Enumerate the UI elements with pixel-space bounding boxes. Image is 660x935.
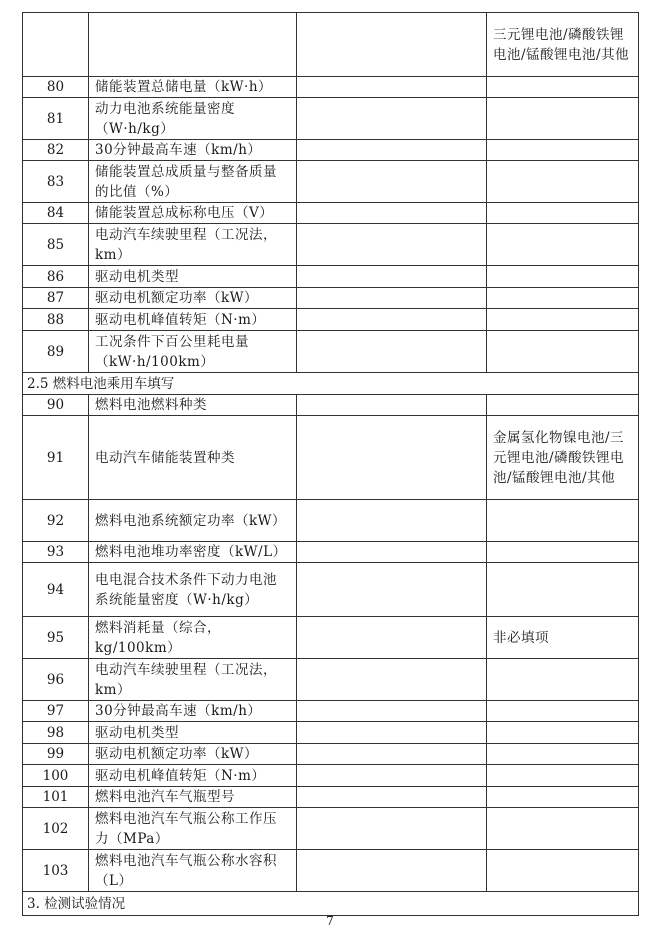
item-value xyxy=(297,140,487,161)
item-note xyxy=(487,203,639,224)
row-number: 100 xyxy=(23,765,89,787)
item-value xyxy=(297,161,487,203)
row-number: 88 xyxy=(23,309,89,331)
item-value xyxy=(297,500,487,542)
item-note xyxy=(487,98,639,140)
row-number: 102 xyxy=(23,808,89,850)
item-name: 动力电池系统能量密度（W·h/kg） xyxy=(89,98,297,140)
row-number: 91 xyxy=(23,416,89,500)
item-value xyxy=(297,787,487,808)
table-row xyxy=(23,500,639,542)
row-number: 82 xyxy=(23,140,89,161)
section-title: 3. 检测试验情况 xyxy=(23,892,639,916)
item-note xyxy=(487,765,639,787)
section-row xyxy=(23,373,639,395)
section-title: 2.5 燃料电池乘用车填写 xyxy=(23,373,639,395)
row-number: 93 xyxy=(23,542,89,563)
item-name: 驱动电机额定功率（kW） xyxy=(89,744,297,765)
item-name: 燃料电池堆功率密度（kW/L） xyxy=(89,542,297,563)
item-value xyxy=(297,850,487,892)
item-name: 燃料电池燃料种类 xyxy=(89,395,297,416)
item-value xyxy=(297,395,487,416)
section-row xyxy=(23,892,639,916)
table-row xyxy=(23,808,639,850)
item-name: 驱动电机峰值转矩（N·m） xyxy=(89,765,297,787)
item-note xyxy=(487,395,639,416)
item-value xyxy=(297,288,487,309)
item-note xyxy=(487,161,639,203)
item-name: 燃料消耗量（综合，kg/100km） xyxy=(89,617,297,659)
item-value xyxy=(297,542,487,563)
item-name: 电电混合技术条件下动力电池系统能量密度（W·h/kg） xyxy=(89,563,297,617)
table-row xyxy=(23,13,639,77)
item-name: 燃料电池汽车气瓶公称工作压力（MPa） xyxy=(89,808,297,850)
item-value xyxy=(297,266,487,288)
item-value xyxy=(297,77,487,98)
item-name: 储能装置总成质量与整备质量的比值（%） xyxy=(89,161,297,203)
row-number: 98 xyxy=(23,722,89,744)
item-note xyxy=(487,701,639,722)
item-name: 30分钟最高车速（km/h） xyxy=(89,701,297,722)
item-name: 储能装置总储电量（kW·h） xyxy=(89,77,297,98)
item-note xyxy=(487,309,639,331)
table-row xyxy=(23,98,639,140)
table-row xyxy=(23,288,639,309)
table-row xyxy=(23,563,639,617)
item-value xyxy=(297,765,487,787)
item-name: 电动汽车续驶里程（工况法，km） xyxy=(89,224,297,266)
item-note xyxy=(487,500,639,542)
table-row xyxy=(23,331,639,373)
row-number: 95 xyxy=(23,617,89,659)
table-row xyxy=(23,224,639,266)
row-number: 96 xyxy=(23,659,89,701)
table-row xyxy=(23,542,639,563)
item-value xyxy=(297,701,487,722)
item-value xyxy=(297,224,487,266)
table-row xyxy=(23,203,639,224)
item-value xyxy=(297,203,487,224)
page-number: 7 xyxy=(326,914,334,928)
table-row xyxy=(23,140,639,161)
row-number: 97 xyxy=(23,701,89,722)
row-number: 101 xyxy=(23,787,89,808)
row-number: 94 xyxy=(23,563,89,617)
row-number: 87 xyxy=(23,288,89,309)
item-note xyxy=(487,744,639,765)
row-number: 84 xyxy=(23,203,89,224)
table-row xyxy=(23,266,639,288)
item-name: 驱动电机类型 xyxy=(89,722,297,744)
item-note xyxy=(487,140,639,161)
item-name: 驱动电机峰值转矩（N·m） xyxy=(89,309,297,331)
item-note xyxy=(487,288,639,309)
table-row xyxy=(23,765,639,787)
item-note xyxy=(487,331,639,373)
item-name: 驱动电机类型 xyxy=(89,266,297,288)
item-name: 储能装置总成标称电压（V） xyxy=(89,203,297,224)
item-name: 30分钟最高车速（km/h） xyxy=(89,140,297,161)
row-number: 86 xyxy=(23,266,89,288)
item-note xyxy=(487,266,639,288)
table-row xyxy=(23,77,639,98)
item-note xyxy=(487,563,639,617)
item-note xyxy=(487,808,639,850)
item-note: 非必填项 xyxy=(487,617,639,659)
row-number: 83 xyxy=(23,161,89,203)
item-name: 燃料电池系统额定功率（kW） xyxy=(89,500,297,542)
item-note xyxy=(487,787,639,808)
item-note xyxy=(487,77,639,98)
item-name: 电动汽车续驶里程（工况法，km） xyxy=(89,659,297,701)
item-note xyxy=(487,542,639,563)
item-value xyxy=(297,98,487,140)
item-value xyxy=(297,744,487,765)
item-name xyxy=(89,13,297,77)
item-value xyxy=(297,309,487,331)
item-note xyxy=(487,224,639,266)
row-number: 81 xyxy=(23,98,89,140)
item-name: 驱动电机额定功率（kW） xyxy=(89,288,297,309)
item-value xyxy=(297,563,487,617)
item-name: 电动汽车储能装置种类 xyxy=(89,416,297,500)
table-row xyxy=(23,161,639,203)
row-number: 89 xyxy=(23,331,89,373)
item-note: 金属氢化物镍电池/三元锂电池/磷酸铁锂电池/锰酸锂电池/其他 xyxy=(487,416,639,500)
item-value xyxy=(297,722,487,744)
table-row xyxy=(23,659,639,701)
item-value xyxy=(297,416,487,500)
table-row xyxy=(23,416,639,500)
row-number: 80 xyxy=(23,77,89,98)
table-row xyxy=(23,744,639,765)
row-number: 90 xyxy=(23,395,89,416)
item-name: 燃料电池汽车气瓶型号 xyxy=(89,787,297,808)
row-number: 92 xyxy=(23,500,89,542)
spec-table xyxy=(22,12,639,916)
table-row xyxy=(23,787,639,808)
row-number: 103 xyxy=(23,850,89,892)
item-value xyxy=(297,808,487,850)
table-row xyxy=(23,850,639,892)
table-row xyxy=(23,722,639,744)
row-number: 85 xyxy=(23,224,89,266)
table-row xyxy=(23,617,639,659)
row-number: 99 xyxy=(23,744,89,765)
item-value xyxy=(297,331,487,373)
table-row xyxy=(23,701,639,722)
item-note xyxy=(487,850,639,892)
item-value xyxy=(297,617,487,659)
item-name: 燃料电池汽车气瓶公称水容积（L） xyxy=(89,850,297,892)
spec-table-body xyxy=(23,13,639,916)
row-number xyxy=(23,13,89,77)
item-value xyxy=(297,659,487,701)
table-row xyxy=(23,309,639,331)
item-note xyxy=(487,659,639,701)
item-note xyxy=(487,722,639,744)
table-row xyxy=(23,395,639,416)
item-note: 三元锂电池/磷酸铁锂电池/锰酸锂电池/其他 xyxy=(487,13,639,77)
item-name: 工况条件下百公里耗电量（kW·h/100km） xyxy=(89,331,297,373)
item-value xyxy=(297,13,487,77)
